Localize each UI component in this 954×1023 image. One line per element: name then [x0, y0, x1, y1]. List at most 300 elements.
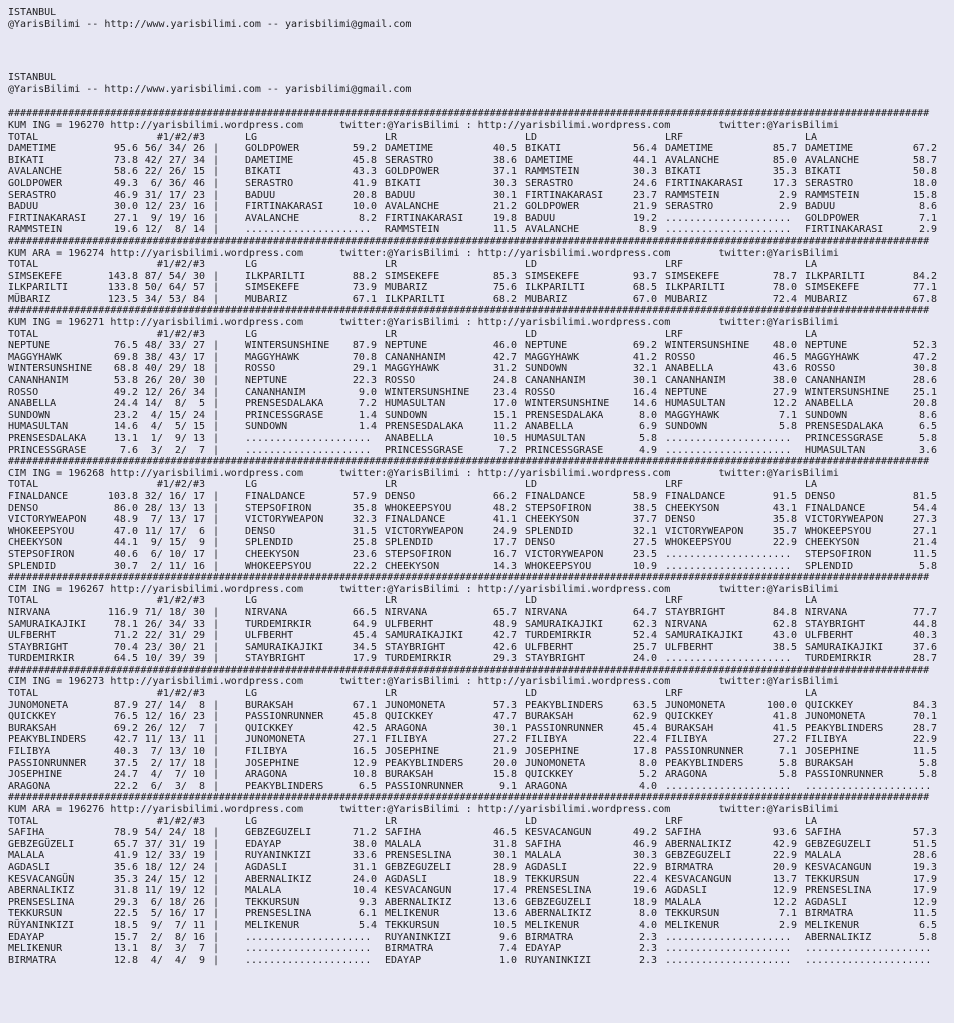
pair-score: 30.1 — [492, 722, 517, 734]
horse-name: EDAYAP — [8, 931, 45, 943]
pair-score: 58.9 — [632, 490, 657, 502]
pair-horse-name: BURAKSAH — [665, 722, 714, 734]
column-divider: | — [213, 433, 220, 444]
pair-score: 37.1 — [492, 166, 517, 178]
pair-score: 38.0 — [352, 838, 377, 850]
pair-score: 85.3 — [492, 270, 517, 282]
pair-cell-lg — [245, 352, 385, 364]
pair-cell-lg — [245, 943, 385, 955]
pair-cell-lrf — [665, 723, 805, 735]
place-counts: 12/ 23/ 16 — [144, 201, 205, 213]
pair-cell-ld — [525, 619, 665, 631]
horse-name: STEPSOFIRON — [8, 548, 75, 560]
column-divider: | — [213, 282, 220, 294]
pair-score: 21.9 — [632, 201, 657, 213]
pair-cell-lg — [245, 213, 385, 225]
pair-cell-ld — [525, 920, 665, 932]
col-pair-label-la — [805, 329, 945, 341]
pair-cell-la — [805, 294, 945, 306]
pair-horse-name: FIRTINAKARASI — [805, 224, 884, 236]
pair-cell-la — [805, 781, 945, 793]
pair-score: 30.8 — [912, 363, 937, 375]
pair-cell-lrf — [665, 908, 805, 920]
pair-cell-la — [805, 827, 945, 839]
pair-cell-lrf — [665, 839, 805, 851]
col-total-label: TOTAL — [8, 815, 39, 827]
pair-horse-name: GOLDPOWER — [245, 143, 300, 155]
pair-score: 21.2 — [492, 201, 517, 213]
pair-score: 6.5 — [918, 421, 937, 433]
col-total-label: TOTAL — [8, 595, 39, 607]
stats-row — [8, 410, 954, 422]
pair-cell-ld — [525, 352, 665, 364]
col-pair-label-text: LR — [385, 328, 398, 340]
pair-cell-la — [805, 758, 945, 770]
pair-score: 7.1 — [918, 212, 937, 224]
pair-score: 9.0 — [358, 386, 377, 398]
pair-cell-lr — [385, 282, 525, 294]
pair-horse-name: SIMSEKEFE — [245, 282, 300, 294]
col-pair-label-lr — [385, 595, 525, 607]
twitter-and-url-label: twitter:@YarisBilimi : http://yarisbilimi.wordpress.com — [339, 583, 671, 595]
total-score: 71.2 — [113, 630, 138, 642]
col-counts-label: #1/#2/#3 — [156, 815, 205, 827]
stats-row — [8, 943, 954, 955]
column-divider: | — [213, 154, 220, 166]
col-pair-label-lrf — [665, 595, 805, 607]
pair-horse-name: HUMASULTAN — [525, 433, 586, 444]
pair-horse-name: ABERNALIKIZ — [385, 896, 452, 908]
pair-cell-lrf — [665, 920, 805, 932]
place-counts: 26/ 34/ 33 — [144, 618, 205, 630]
pair-horse-name: MAGGYHAWK — [525, 351, 580, 363]
pair-horse-name: JUNOMONETA — [805, 711, 866, 723]
race-id-label: KUM ING = 196270 — [8, 119, 111, 131]
section-separator: ######################################################################################################################################################### — [8, 456, 930, 468]
pair-cell-lrf — [665, 445, 805, 457]
pair-cell-lrf — [665, 758, 805, 770]
horse-name: QUICKKEY — [8, 711, 57, 723]
pair-cell-lg — [245, 920, 385, 932]
race-title — [8, 248, 949, 260]
col-pair-label-text: LD — [525, 595, 538, 607]
pair-cell-la — [805, 503, 945, 515]
pair-horse-name: ULFBERHT — [805, 630, 854, 642]
total-score: 22.2 — [113, 780, 138, 792]
pair-horse-name: JOSEPHINE — [805, 746, 860, 758]
horse-name: MELIKENUR — [8, 943, 63, 955]
pair-cell-lrf — [665, 700, 805, 712]
col-pair-label-lr — [385, 688, 525, 700]
col-pair-label-text: LA — [805, 688, 818, 700]
pair-horse-name: FILIBYA — [805, 734, 848, 746]
pair-horse-name: SIMSEKEFE — [665, 270, 720, 282]
pair-score: 84.8 — [772, 606, 797, 618]
pair-horse-name: QUICKKEY — [665, 711, 714, 723]
pair-cell-lg — [245, 190, 385, 202]
horse-name: BURAKSAH — [8, 722, 57, 734]
pair-cell-ld — [525, 653, 665, 665]
col-pair-label-text: LD — [525, 815, 538, 827]
pair-cell-lg — [245, 526, 385, 538]
pair-horse-name: DENSO — [385, 490, 416, 502]
pair-horse-name: ABERNALIKIZ — [525, 908, 592, 920]
place-counts: 2/ 17/ 18 — [144, 757, 205, 769]
wordpress-url: http://yarisbilimi.wordpress.com — [110, 583, 304, 595]
pair-cell-lrf — [665, 491, 805, 503]
column-divider: | — [213, 954, 220, 966]
pair-score: 11.5 — [912, 908, 937, 920]
place-counts: 71/ 18/ 30 — [144, 606, 205, 618]
column-divider: | — [213, 931, 220, 943]
pair-horse-name: ROSSO — [525, 386, 556, 398]
pair-horse-name: AVALANCHE — [805, 154, 860, 166]
stats-row — [8, 920, 954, 932]
total-score: 48.9 — [113, 514, 138, 526]
place-counts: 34/ 53/ 84 — [144, 293, 205, 305]
pair-score: 41.5 — [772, 722, 797, 734]
place-counts: 9/ 15/ 9 — [144, 537, 205, 549]
col-pair-label-text: LD — [525, 259, 538, 271]
pair-cell-ld — [525, 491, 665, 503]
pair-cell-lg — [245, 758, 385, 770]
pair-score: 40.5 — [492, 143, 517, 155]
col-pair-label-text: LD — [525, 479, 538, 491]
pair-cell-lr — [385, 746, 525, 758]
pair-cell-lrf — [665, 943, 805, 955]
column-divider: | — [213, 444, 220, 456]
pair-horse-name: MÜBARIZ — [385, 282, 428, 294]
pair-score: 29.3 — [492, 653, 517, 665]
pair-horse-name: WINTERSUNSHINE — [245, 340, 330, 352]
pair-cell-lrf — [665, 734, 805, 746]
pair-cell-ld — [525, 932, 665, 944]
pair-horse-name: CANANHANIM — [665, 375, 726, 387]
col-pair-label-lr — [385, 329, 525, 341]
pair-horse-name: CANANHANIM — [385, 351, 446, 363]
pair-horse-name: GOLDPOWER — [385, 166, 440, 178]
race-title — [8, 676, 949, 688]
pair-score: 58.7 — [912, 154, 937, 166]
pair-horse-name: DENSO — [805, 490, 836, 502]
column-header-row — [8, 329, 954, 341]
pair-score: 41.9 — [352, 177, 377, 189]
pair-horse-name: ILKPARILTI — [525, 282, 586, 294]
pair-score: 93.7 — [632, 270, 657, 282]
place-counts: 4/ 5/ 15 — [144, 421, 205, 433]
pair-score: 4.0 — [638, 919, 657, 931]
total-score: 69.2 — [113, 722, 138, 734]
pair-cell-la — [805, 850, 945, 862]
pair-score: 12.2 — [772, 398, 797, 410]
pair-score: 52.4 — [632, 630, 657, 642]
pair-cell-lg — [245, 155, 385, 167]
pair-score: 7.1 — [778, 908, 797, 920]
pair-cell-ld — [525, 711, 665, 723]
pair-horse-name: MÜBARIZ — [245, 293, 288, 305]
pair-horse-name: SAFIHA — [385, 827, 422, 839]
pair-horse-name: GOLDPOWER — [805, 212, 860, 224]
pair-cell-lg — [245, 282, 385, 294]
pair-cell-ld — [525, 155, 665, 167]
pair-horse-name: PRINCESSGRASE — [245, 409, 324, 421]
pair-horse-name: WHOKEEPSYOU — [665, 537, 732, 549]
pair-cell-la — [805, 282, 945, 294]
pair-cell-lrf — [665, 375, 805, 387]
total-score: 12.8 — [113, 954, 138, 966]
col-total-label: TOTAL — [8, 479, 39, 491]
dots-filler: ..................... — [245, 444, 372, 456]
pair-cell-la — [805, 213, 945, 225]
column-divider: | — [213, 885, 220, 897]
pair-cell-ld — [525, 549, 665, 561]
pair-horse-name: PEAKYBLINDERS — [245, 780, 324, 792]
pair-cell-lg — [245, 537, 385, 549]
horse-name: VICTORYWEAPON — [8, 514, 87, 526]
pair-cell-lr — [385, 271, 525, 283]
col-pair-label-text: LRF — [665, 688, 684, 700]
pair-cell-lg — [245, 433, 385, 445]
pair-cell-la — [805, 746, 945, 758]
pair-cell-lrf — [665, 874, 805, 886]
col-pair-label-text: LRF — [665, 479, 684, 491]
pair-cell-lr — [385, 166, 525, 178]
pair-score: 22.4 — [632, 873, 657, 885]
col-pair-label-lrf — [665, 816, 805, 828]
pair-horse-name: FINALDANCE — [805, 502, 866, 514]
pair-horse-name: SUNDOWN — [525, 363, 568, 375]
stats-row — [8, 700, 954, 712]
pair-score: 8.9 — [638, 224, 657, 236]
stats-row — [8, 827, 954, 839]
pair-score: 24.8 — [492, 375, 517, 387]
pair-horse-name: CHEEKYSON — [245, 548, 300, 560]
total-score: 53.8 — [113, 375, 138, 387]
total-score: 18.5 — [113, 919, 138, 931]
pair-cell-la — [805, 410, 945, 422]
pair-horse-name: MALALA — [525, 850, 562, 862]
pair-horse-name: MÜBARIZ — [665, 293, 708, 305]
pair-score: 6.9 — [638, 421, 657, 433]
horse-name: JOSEPHINE — [8, 769, 63, 781]
column-divider: | — [213, 340, 220, 352]
place-counts: 27/ 14/ 8 — [144, 699, 205, 711]
horse-name: BADUU — [8, 201, 39, 213]
pair-score: 34.5 — [352, 641, 377, 653]
pair-cell-ld — [525, 410, 665, 422]
total-score: 30.0 — [113, 201, 138, 213]
pair-score: 8.6 — [918, 409, 937, 421]
stats-row — [8, 271, 954, 283]
pair-score: 27.2 — [772, 734, 797, 746]
pair-cell-ld — [525, 213, 665, 225]
pair-cell-la — [805, 630, 945, 642]
pair-score: 46.9 — [632, 838, 657, 850]
total-score: 49.2 — [113, 386, 138, 398]
pair-horse-name: FILIBYA — [665, 734, 708, 746]
pair-score: 73.9 — [352, 282, 377, 294]
column-divider: | — [213, 618, 220, 630]
pair-cell-lrf — [665, 294, 805, 306]
pair-horse-name: TURDEMIRKIR — [385, 653, 452, 665]
pair-cell-lr — [385, 642, 525, 654]
pair-score: 21.9 — [492, 746, 517, 758]
pair-cell-lrf — [665, 155, 805, 167]
pair-horse-name: BADUU — [525, 212, 556, 224]
pair-cell-lrf — [665, 271, 805, 283]
stats-row — [8, 723, 954, 735]
dots-filler: ..................... — [245, 224, 372, 236]
pair-horse-name: ULFBERHT — [525, 641, 574, 653]
place-counts: 6/ 10/ 17 — [144, 548, 205, 560]
pair-cell-lrf — [665, 537, 805, 549]
pair-cell-ld — [525, 271, 665, 283]
horse-name: ABERNALIKIZ — [8, 885, 75, 897]
pair-cell-ld — [525, 874, 665, 886]
pair-score: 27.2 — [492, 734, 517, 746]
dots-filler: ..................... — [665, 931, 792, 943]
place-counts: 8/ 3/ 7 — [144, 943, 205, 955]
place-counts: 32/ 16/ 17 — [144, 490, 205, 502]
column-divider: | — [213, 560, 220, 572]
place-counts: 22/ 31/ 29 — [144, 630, 205, 642]
pair-cell-lg — [245, 862, 385, 874]
col-pair-label-la — [805, 816, 945, 828]
pair-cell-lr — [385, 201, 525, 213]
pair-score: 10.8 — [352, 769, 377, 781]
pair-horse-name: KESVACANGÜN — [805, 861, 872, 873]
total-score: 68.8 — [113, 363, 138, 375]
pair-horse-name: ULFBERHT — [385, 618, 434, 630]
pair-score: 20.8 — [912, 398, 937, 410]
pair-horse-name: FINALDANCE — [525, 490, 586, 502]
pair-cell-ld — [525, 190, 665, 202]
column-divider: | — [213, 757, 220, 769]
horse-name: PASSIONRUNNER — [8, 757, 87, 769]
pair-cell-lr — [385, 769, 525, 781]
pair-cell-lg — [245, 734, 385, 746]
pair-horse-name: FILIBYA — [525, 734, 568, 746]
pair-score: 32.3 — [352, 514, 377, 526]
pair-cell-ld — [525, 781, 665, 793]
total-score: 13.1 — [113, 433, 138, 444]
pair-score: 17.7 — [492, 537, 517, 549]
pair-score: 41.8 — [772, 711, 797, 723]
pair-horse-name: MELIKENUR — [385, 908, 440, 920]
column-divider: | — [213, 630, 220, 642]
pair-score: 57.9 — [352, 490, 377, 502]
column-header-row — [8, 479, 954, 491]
total-score: 23.2 — [113, 409, 138, 421]
pair-cell-lg — [245, 619, 385, 631]
pair-score: 32.1 — [632, 525, 657, 537]
pair-cell-la — [805, 700, 945, 712]
pair-score: 7.4 — [498, 943, 517, 955]
pair-cell-lrf — [665, 827, 805, 839]
pair-horse-name: ANABELLA — [525, 421, 574, 433]
dots-filler: ..................... — [665, 224, 792, 236]
total-score: 73.8 — [113, 154, 138, 166]
column-divider: | — [213, 514, 220, 526]
pair-score: 19.6 — [632, 885, 657, 897]
total-score: 116.9 — [107, 606, 138, 618]
stats-row — [8, 387, 954, 399]
pair-horse-name: ARAGONA — [665, 769, 708, 781]
pair-horse-name: PASSIONRUNNER — [665, 746, 744, 758]
pair-score: 50.8 — [912, 166, 937, 178]
pair-score: 7.2 — [498, 444, 517, 456]
col-pair-label-text: LD — [525, 131, 538, 143]
total-score: 87.9 — [113, 699, 138, 711]
horse-name: GOLDPOWER — [8, 177, 63, 189]
pair-cell-la — [805, 874, 945, 886]
pair-horse-name: STAYBRIGHT — [665, 606, 726, 618]
total-score: 78.9 — [113, 827, 138, 839]
column-divider: | — [213, 293, 220, 305]
column-divider: | — [213, 490, 220, 502]
pair-cell-la — [805, 549, 945, 561]
pair-score: 30.3 — [632, 850, 657, 862]
pair-cell-lr — [385, 155, 525, 167]
pair-score: 22.3 — [352, 375, 377, 387]
pair-cell-ld — [525, 908, 665, 920]
pair-score: 44.1 — [632, 154, 657, 166]
col-pair-label-text: LA — [805, 595, 818, 607]
pair-score: 52.3 — [912, 340, 937, 352]
pair-score: 17.8 — [632, 746, 657, 758]
pair-score: 18.0 — [912, 177, 937, 189]
pair-cell-ld — [525, 375, 665, 387]
pair-cell-lrf — [665, 224, 805, 236]
pair-cell-lg — [245, 827, 385, 839]
pair-cell-la — [805, 526, 945, 538]
pair-score: 46.0 — [492, 340, 517, 352]
pair-score: 45.4 — [632, 722, 657, 734]
pair-cell-ld — [525, 642, 665, 654]
pair-score: 12.9 — [772, 885, 797, 897]
pair-cell-ld — [525, 607, 665, 619]
place-counts: 87/ 54/ 30 — [144, 270, 205, 282]
pair-horse-name: FIRTINAKARASI — [665, 177, 744, 189]
pair-cell-lr — [385, 352, 525, 364]
pair-score: 5.8 — [778, 757, 797, 769]
horse-name: PRENSESDALAKA — [8, 433, 87, 444]
pair-score: 6.5 — [918, 919, 937, 931]
horse-name: SERASTRO — [8, 189, 57, 201]
pair-score: 27.1 — [912, 525, 937, 537]
pair-horse-name: MELIKENUR — [805, 919, 860, 931]
pair-score: 42.6 — [492, 641, 517, 653]
pair-cell-ld — [525, 827, 665, 839]
col-spacer — [104, 688, 138, 700]
dots-filler: ..................... — [665, 943, 792, 955]
total-score: 24.7 — [113, 769, 138, 781]
pair-cell-lrf — [665, 769, 805, 781]
pair-horse-name: PRENSESDALAKA — [525, 409, 604, 421]
horse-name: ILKPARILTI — [8, 282, 69, 294]
stats-row — [8, 549, 954, 561]
pair-cell-ld — [525, 387, 665, 399]
pair-cell-ld — [525, 630, 665, 642]
col-pair-label-lr — [385, 816, 525, 828]
pair-horse-name: ILKPARILTI — [245, 270, 306, 282]
pair-cell-la — [805, 398, 945, 410]
pair-score: 5.4 — [358, 919, 377, 931]
pair-cell-lg — [245, 874, 385, 886]
pair-horse-name: SAMURAIKAJIKI — [805, 641, 884, 653]
place-counts: 12/ 26/ 34 — [144, 386, 205, 398]
pair-horse-name: TEKKURSUN — [525, 873, 580, 885]
